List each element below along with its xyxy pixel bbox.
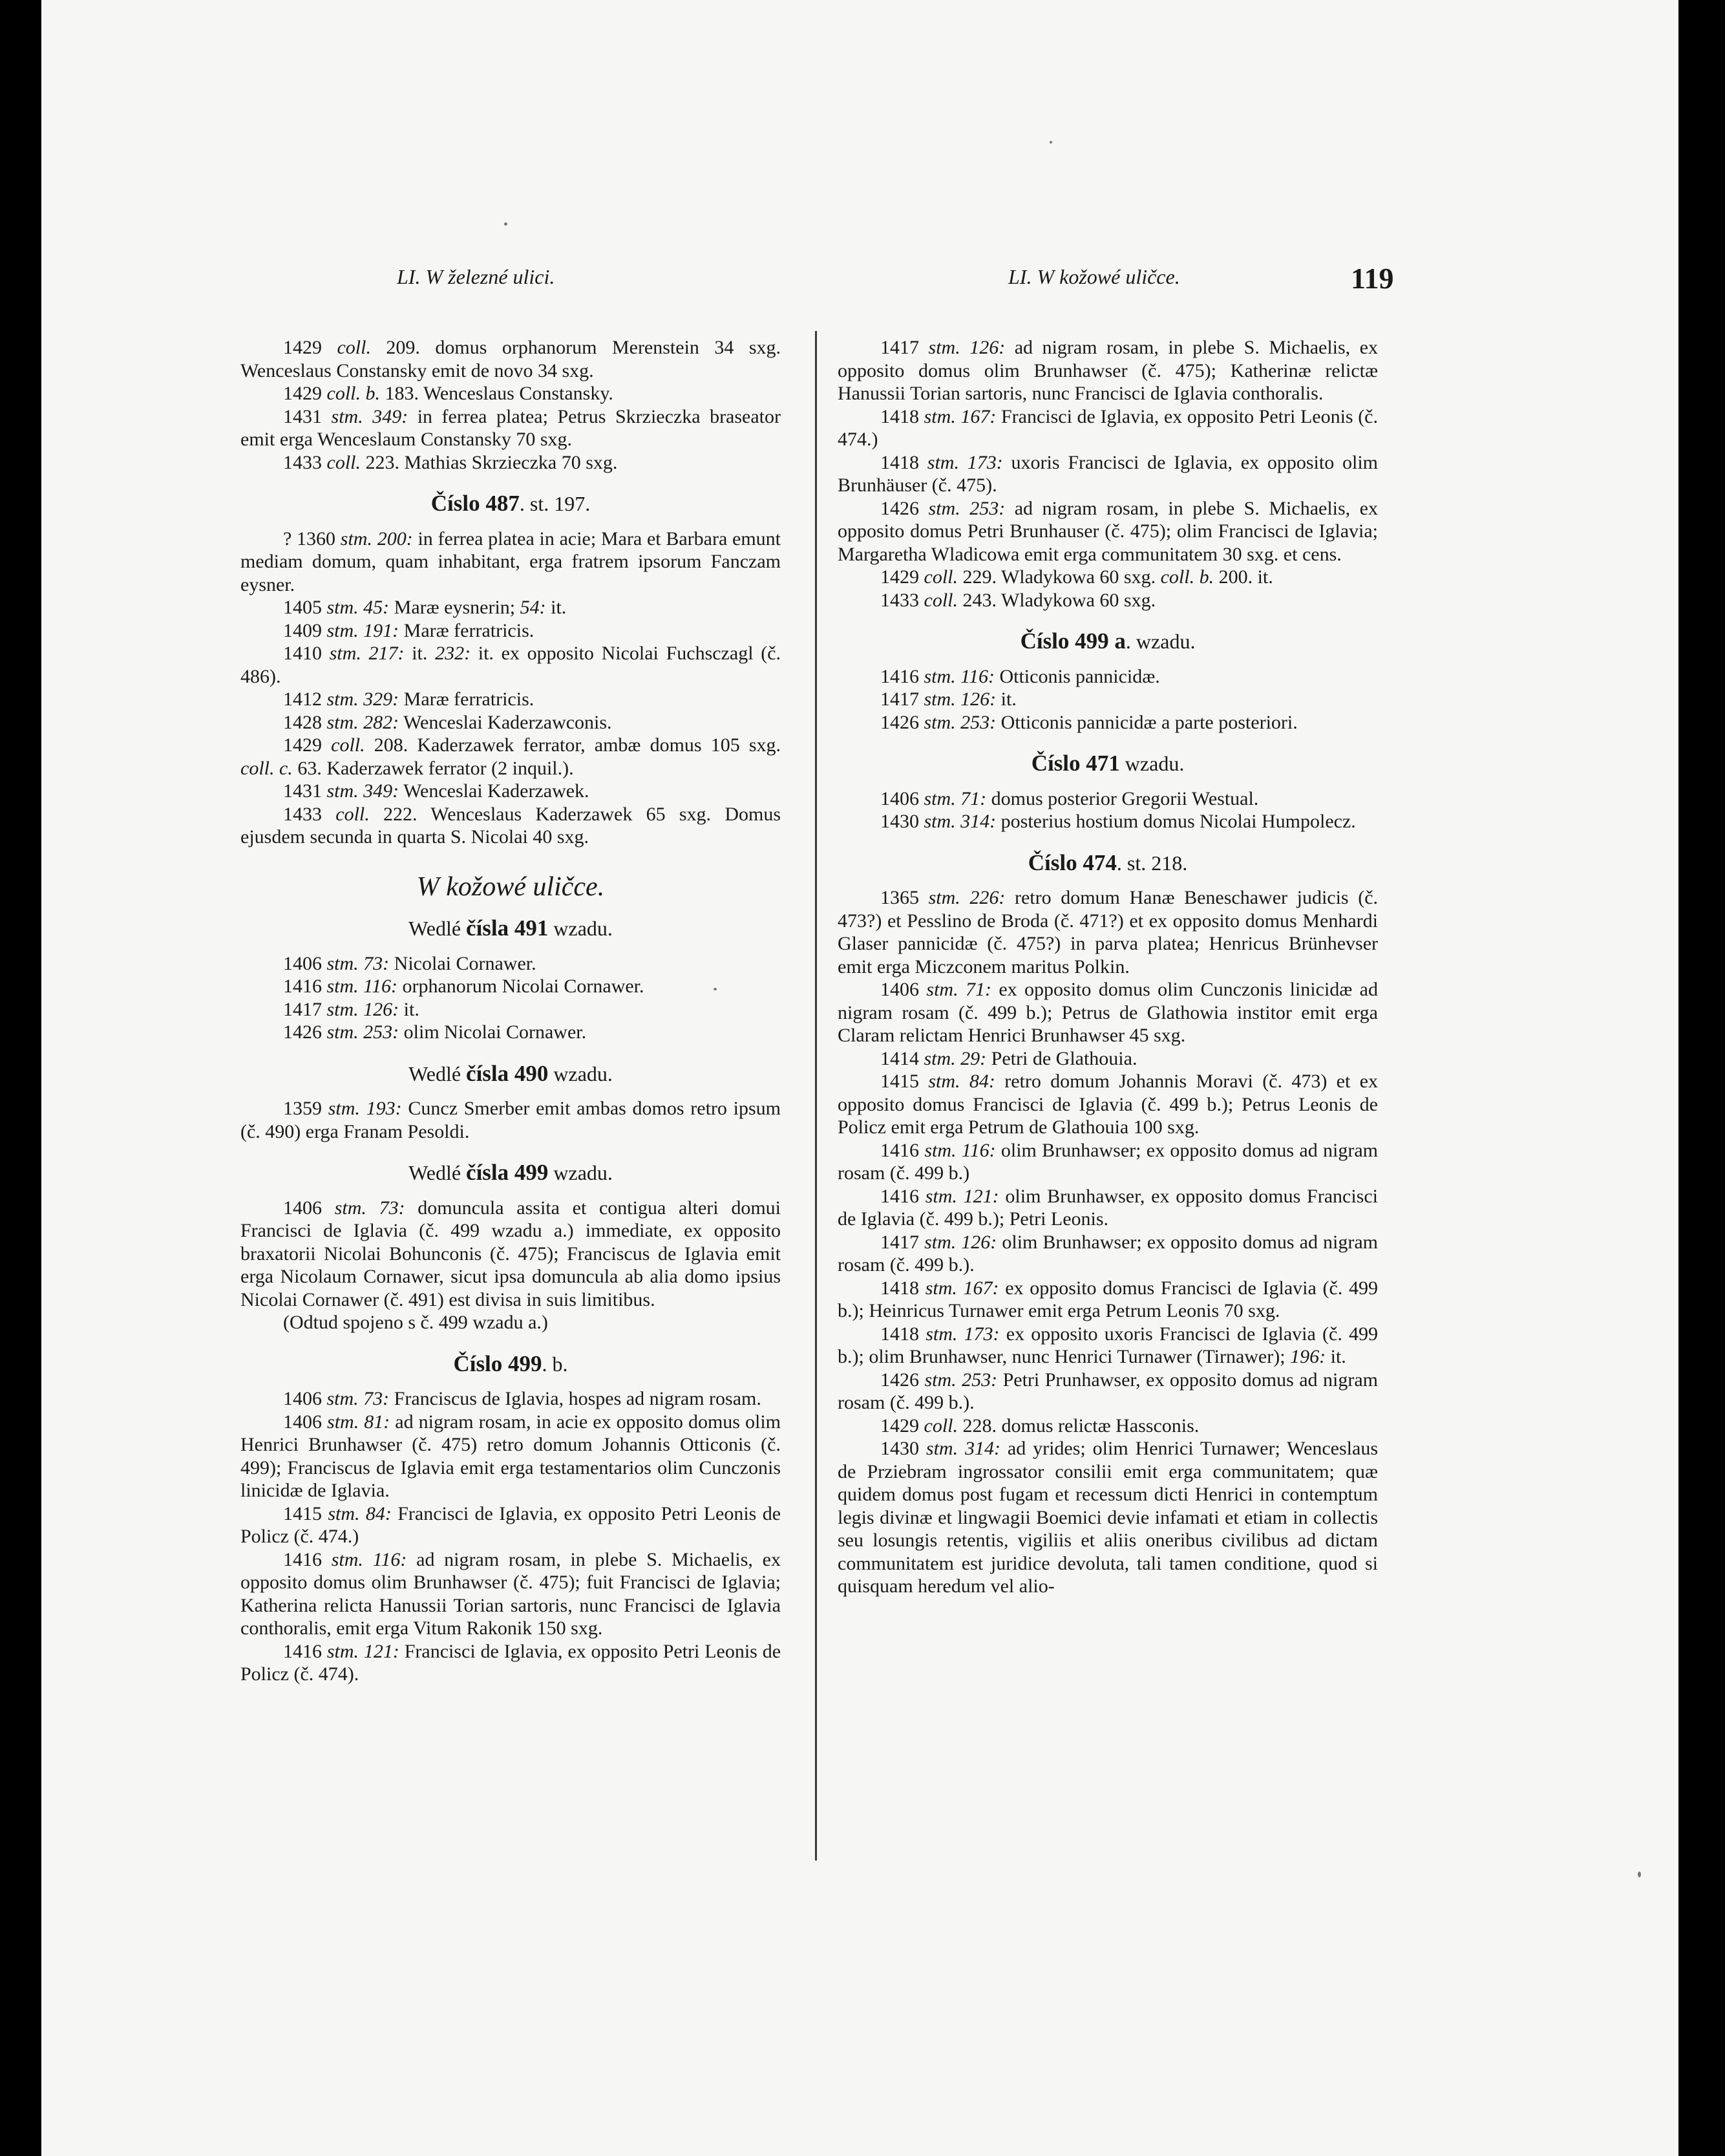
entry-text: Wenceslai Kaderzawek. bbox=[399, 780, 589, 802]
entry-paragraph bbox=[240, 1502, 781, 1548]
entry-text: 1416 bbox=[880, 1139, 925, 1161]
entry-paragraph bbox=[838, 665, 1378, 688]
entry-text: it. bbox=[399, 998, 419, 1020]
entry-reference: stm. 126: bbox=[326, 998, 399, 1020]
entry-text: 1417 bbox=[880, 688, 924, 710]
entry-reference: coll. bbox=[337, 337, 371, 358]
entry-text: 1359 bbox=[283, 1098, 328, 1119]
entry-paragraph bbox=[838, 978, 1378, 1047]
entry-text: Maræ eysnerin; bbox=[389, 597, 520, 618]
entry-paragraph bbox=[838, 886, 1378, 978]
entry-paragraph bbox=[240, 975, 781, 998]
entry-text: 183. Wenceslaus Constansky. bbox=[380, 383, 613, 404]
entry-text: olim Brunhawser; ex opposito domus ad nigram rosam (č. 499 b.). bbox=[838, 1231, 1378, 1275]
entry-text: it. bbox=[545, 597, 567, 618]
entry-text: 1430 bbox=[880, 811, 924, 832]
scanned-page bbox=[41, 0, 1678, 2156]
heading-number: čísla 499 bbox=[466, 1160, 549, 1185]
entry-paragraph bbox=[838, 1323, 1378, 1369]
entry-text: 1406 bbox=[283, 952, 327, 974]
entry-text: it. bbox=[996, 688, 1017, 710]
entry-text: 1433 bbox=[880, 589, 924, 611]
entry-text: 1429 bbox=[283, 383, 327, 404]
entry-reference: 196: bbox=[1290, 1346, 1326, 1367]
print-speck bbox=[1050, 141, 1052, 144]
entry-text: in ferrea platea in acie; Mara et Barbara emunt mediam domum, quam inhabitant, erga fratrem ipsorum Fanczam eysner. bbox=[240, 528, 781, 595]
entry-reference: stm. 126: bbox=[924, 1231, 997, 1253]
running-header-left: LI. W železné ulici. bbox=[397, 265, 555, 288]
entry-reference: stm. 121: bbox=[925, 1185, 999, 1207]
entry-reference: stm. 314: bbox=[926, 1438, 1000, 1459]
entry-reference: stm. 126: bbox=[928, 337, 1006, 358]
entry-text: Petri de Glathouia. bbox=[986, 1047, 1138, 1069]
heading-suffix: . st. 218. bbox=[1116, 851, 1188, 875]
entry-reference: 54: bbox=[520, 597, 546, 618]
entry-text: Otticonis pannicidæ. bbox=[994, 665, 1160, 687]
entry-text: 1416 bbox=[283, 976, 327, 997]
entry-text: Franciscus de Iglavia, hospes ad nigram rosam. bbox=[389, 1388, 761, 1409]
entry-reference: stm. 282: bbox=[326, 711, 399, 733]
heading-prefix: Wedlé bbox=[408, 917, 467, 940]
entry-reference: stm. 349: bbox=[326, 780, 399, 802]
entry-text: 1414 bbox=[880, 1047, 924, 1069]
entry-text: 1365 bbox=[880, 887, 929, 908]
entry-reference: stm. 226: bbox=[928, 887, 1006, 908]
entry-paragraph bbox=[838, 405, 1378, 451]
entry-paragraph bbox=[838, 787, 1378, 811]
heading-suffix: wzadu. bbox=[548, 917, 613, 940]
page-number: 119 bbox=[1351, 262, 1394, 295]
entry-reference: stm. 329: bbox=[326, 688, 399, 710]
entry-text: 1416 bbox=[880, 1185, 926, 1207]
entry-text: 243. Wladykowa 60 sxg. bbox=[958, 589, 1156, 611]
entry-reference: stm. 116: bbox=[326, 976, 397, 997]
entry-paragraph bbox=[240, 405, 781, 451]
print-speck bbox=[714, 988, 717, 990]
entry-text: olim Nicolai Cornawer. bbox=[399, 1021, 587, 1043]
heading-number: čísla 490 bbox=[466, 1060, 549, 1086]
entry-text: ad nigram rosam, in plebe S. Michaelis, ex opposito domus olim Brunhawser (č. 475); fuit Francisci de Iglavia; Katherina relicta Hanussii Torian sartoris, nunc Francisci de Iglavia conthoralis, emit erga Vitum Rakonik 150 sxg. bbox=[240, 1548, 781, 1639]
entry-text: 1429 bbox=[283, 337, 337, 358]
entry-reference: stm. 81: bbox=[327, 1411, 390, 1433]
entry-text: 1428 bbox=[283, 711, 327, 733]
heading-prefix: Wedlé bbox=[408, 1062, 467, 1085]
heading-suffix: wzadu. bbox=[548, 1062, 613, 1085]
entry-text: 1417 bbox=[880, 337, 929, 358]
entry-text: 1418 bbox=[880, 405, 924, 427]
entry-text: 1430 bbox=[880, 1438, 926, 1459]
entry-text: 1409 bbox=[283, 619, 327, 641]
entry-reference: stm. 173: bbox=[926, 1323, 1000, 1345]
entry-paragraph bbox=[838, 1369, 1378, 1414]
entry-reference: coll. bbox=[924, 589, 958, 611]
entry-paragraph bbox=[838, 589, 1378, 612]
entry-reference: stm. 217: bbox=[329, 643, 405, 664]
entry-reference: coll. bbox=[924, 566, 958, 588]
running-header-right: LI. W kožowé uličce. bbox=[1008, 265, 1180, 288]
entry-paragraph bbox=[838, 1139, 1378, 1185]
entry-text: in ferrea platea; Petrus Skrzieczka braseator emit erga Wenceslaum Constansky 70 sxg. bbox=[240, 405, 781, 450]
entry-text: olim Brunhawser; ex opposito domus ad nigram rosam (č. 499 b.) bbox=[838, 1139, 1378, 1184]
entry-text: 208. Kaderzawek ferrator, ambæ domus 105 sxg. bbox=[365, 734, 781, 756]
house-heading bbox=[240, 1352, 781, 1376]
entry-text: ad yrides; olim Henrici Turnawer; Wenceslaus de Prziebram ingrossator consilii emit erga communitatem; quæ quidem domus post fugam et recessum dicti Henrici in contemptum legis divinæ et lingwagii Boemici devie infamati et etiam in collectis seu losungis retentis, vigiliis et aliis oneribus civilibus ad dictam communitatem est juridice devoluta, tali tamen conditione, quod si quisquam heredum vel alio- bbox=[838, 1438, 1378, 1597]
entry-reference: stm. 253: bbox=[924, 711, 997, 733]
entry-text: 1426 bbox=[880, 497, 929, 519]
entry-reference: stm. 126: bbox=[924, 688, 997, 710]
heading-number: čísla 491 bbox=[466, 915, 549, 941]
section-title: W kožowé uličce. bbox=[416, 871, 605, 902]
entry-text: retro domum Johannis Moravi (č. 473) et ex opposito domus Francisci de Iglavia (č. 499 b.); Petrus Leonis de Policz emit erga Petrum de Glathouia 100 sxg. bbox=[838, 1071, 1378, 1138]
entry-reference: stm. 71: bbox=[924, 787, 987, 809]
right-column bbox=[838, 336, 1378, 1598]
entry-text: 209. domus orphanorum Merenstein 34 sxg. Wenceslaus Constansky emit de novo 34 sxg. bbox=[240, 337, 781, 381]
house-heading bbox=[240, 1161, 781, 1185]
entry-text: olim Brunhawser, ex opposito domus Francisci de Iglavia (č. 499 b.); Petri Leonis. bbox=[838, 1185, 1378, 1230]
heading-number: Číslo 474 bbox=[1028, 849, 1117, 875]
entry-paragraph bbox=[240, 619, 781, 643]
entry-text: 1406 bbox=[283, 1388, 327, 1409]
entry-paragraph bbox=[240, 642, 781, 688]
entry-text: 1406 bbox=[880, 979, 927, 1000]
entry-text: 1412 bbox=[283, 688, 327, 710]
entry-reference: stm. 314: bbox=[924, 811, 997, 832]
entry-text: it. bbox=[1326, 1346, 1346, 1367]
entry-reference: stm. 71: bbox=[926, 979, 991, 1000]
heading-suffix: . b. bbox=[542, 1352, 568, 1376]
entry-text: Petri Prunhawser, ex opposito domus ad nigram rosam (č. 499 b.). bbox=[838, 1369, 1378, 1413]
entry-paragraph bbox=[240, 1021, 781, 1044]
entry-reference: coll. bbox=[331, 734, 365, 756]
house-heading bbox=[240, 492, 781, 516]
entry-paragraph bbox=[240, 688, 781, 711]
entry-reference: stm. 167: bbox=[924, 405, 997, 427]
heading-suffix: . st. 197. bbox=[519, 492, 591, 515]
entry-paragraph bbox=[240, 1387, 781, 1411]
entry-paragraph bbox=[838, 688, 1378, 711]
entry-text: ad nigram rosam, in acie ex opposito domus olim Henrici Brunhawser (č. 475) retro domum Johannis Otticonis (č. 499); Franciscus de Iglavia emit erga testamentarios olim Cunczonis linicidæ de Iglavia. bbox=[240, 1411, 781, 1501]
entry-paragraph bbox=[838, 1277, 1378, 1323]
entry-text: 1426 bbox=[880, 1369, 925, 1391]
entry-text: domuncula assita et contigua alteri domui Francisci de Iglavia (č. 499 wzadu a.) immediate, ex opposito braxatorii Nicolai Bohunconis (č. 475); Franciscus de Iglavia emit erga Nicolaum Cornawer, sicut ipsa domuncula ab alia domo ipsius Nicolai Cornawer (č. 491) est divisa in suis limitibus. bbox=[240, 1197, 781, 1310]
entry-text: Nicolai Cornawer. bbox=[389, 952, 536, 974]
entry-reference: coll. b. bbox=[1160, 566, 1214, 588]
entry-paragraph bbox=[240, 1097, 781, 1143]
entry-paragraph bbox=[838, 336, 1378, 405]
entry-reference: stm. 84: bbox=[328, 1502, 392, 1524]
entry-text: 1433 bbox=[283, 803, 336, 825]
house-heading bbox=[838, 630, 1378, 654]
entry-text: ex opposito domus olim Cunczonis linicidæ ad nigram rosam (č. 499 b.); Petrus de Glathowia institor emit erga Claram relictam Henrici Brunhawser 45 sxg. bbox=[838, 979, 1378, 1046]
entry-reference: stm. 121: bbox=[326, 1640, 399, 1662]
entry-paragraph bbox=[240, 336, 781, 382]
entry-paragraph bbox=[838, 566, 1378, 589]
entry-text: 1418 bbox=[880, 451, 927, 473]
entry-paragraph bbox=[240, 952, 781, 976]
entry-reference: stm. 253: bbox=[326, 1021, 399, 1043]
entry-paragraph bbox=[838, 497, 1378, 566]
entry-text: 1426 bbox=[880, 711, 924, 733]
entry-text: Francisci de Iglavia, ex opposito Petri Leonis de Policz (č. 474.) bbox=[240, 1502, 781, 1547]
entry-text: Otticonis pannicidæ a parte posteriori. bbox=[996, 711, 1298, 733]
entry-paragraph bbox=[838, 1414, 1378, 1438]
entry-reference: coll. b. bbox=[326, 383, 380, 404]
entry-text: domus posterior Gregorii Westual. bbox=[986, 787, 1259, 809]
entry-text: ex opposito domus Francisci de Iglavia (č. 499 b.); Heinricus Turnawer emit erga Petrum Leonis 70 sxg. bbox=[838, 1277, 1378, 1321]
entry-text: 1431 bbox=[283, 780, 327, 802]
entry-text: Francisci de Iglavia, ex opposito Petri Leonis de Policz (č. 474). bbox=[240, 1640, 781, 1685]
entry-reference: stm. 200: bbox=[340, 528, 413, 550]
heading-number: Číslo 499 a bbox=[1020, 628, 1126, 654]
entry-paragraph bbox=[240, 1411, 781, 1502]
entry-paragraph bbox=[240, 711, 781, 734]
entry-paragraph bbox=[240, 1197, 781, 1312]
entry-text: retro domum Hanæ Beneschawer judicis (č. 473?) et Pesslino de Broda (č. 471?) et ex opposito domus Menhardi Glaser pannicidæ (č. 475?) in parva platea; Henricus Brünhevser emit erga Miczconem maritus Polkin. bbox=[838, 887, 1379, 977]
heading-prefix: Wedlé bbox=[408, 1161, 467, 1184]
entry-reference: stm. 253: bbox=[928, 497, 1006, 519]
entry-text: posterius hostium domus Nicolai Humpolecz. bbox=[996, 811, 1356, 832]
entry-text: 1429 bbox=[880, 566, 924, 588]
entry-text: 229. Wladykowa 60 sxg. bbox=[958, 566, 1161, 588]
entry-text: Cuncz Smerber emit ambas domos retro ipsum (č. 490) erga Franam Pesoldi. bbox=[240, 1098, 781, 1142]
left-column bbox=[240, 336, 781, 1686]
entry-text: uxoris Francisci de Iglavia, ex opposito olim Brunhäuser (č. 475). bbox=[838, 451, 1378, 496]
entry-paragraph bbox=[240, 998, 781, 1021]
entry-reference: stm. 116: bbox=[331, 1548, 407, 1570]
entry-text: 1415 bbox=[283, 1502, 328, 1524]
entry-reference: stm. 191: bbox=[326, 619, 399, 641]
entry-text: it. bbox=[404, 643, 436, 664]
entry-text: 1406 bbox=[283, 1411, 328, 1433]
entry-text: 228. domus relictæ Hassconis. bbox=[958, 1414, 1200, 1436]
house-heading bbox=[838, 851, 1378, 875]
entry-paragraph bbox=[240, 1640, 781, 1686]
entry-text: ad nigram rosam, in plebe S. Michaelis, ex opposito domus Petri Brunhauser (č. 475); olim Francisci de Iglavia; Margaretha Wladicowa emit erga communitatem 30 sxg. et cens. bbox=[838, 497, 1378, 565]
heading-suffix: wzadu. bbox=[1119, 752, 1185, 775]
entry-paragraph bbox=[240, 1548, 781, 1640]
entry-paragraph bbox=[838, 1437, 1378, 1598]
entry-text: 1418 bbox=[880, 1323, 926, 1345]
house-heading bbox=[240, 1062, 781, 1086]
entry-reference: stm. 84: bbox=[928, 1071, 995, 1092]
heading-number: Číslo 487 bbox=[430, 491, 520, 516]
entry-reference: stm. 73: bbox=[326, 1388, 390, 1409]
entry-reference: stm. 116: bbox=[924, 1139, 996, 1161]
entry-paragraph bbox=[838, 1070, 1378, 1139]
entry-text: 63. Kaderzawek ferrator (2 inquil.). bbox=[292, 757, 574, 779]
entry-paragraph bbox=[240, 803, 781, 849]
entry-reference: stm. 116: bbox=[924, 665, 995, 687]
entry-reference: stm. 253: bbox=[924, 1369, 998, 1391]
entry-text: 1431 bbox=[283, 405, 332, 427]
entry-text: 1416 bbox=[880, 665, 924, 687]
entry-reference: stm. 73: bbox=[326, 952, 390, 974]
entry-reference: coll. bbox=[335, 803, 370, 825]
entry-paragraph bbox=[838, 1185, 1378, 1231]
column-divider bbox=[815, 331, 817, 1861]
entry-text: 1410 bbox=[283, 643, 330, 664]
entry-text: 1405 bbox=[283, 597, 327, 618]
entry-text: 223. Mathias Skrzieczka 70 sxg. bbox=[361, 451, 618, 473]
heading-suffix: . wzadu. bbox=[1125, 630, 1196, 653]
entry-reference: stm. 29: bbox=[924, 1047, 987, 1069]
entry-reference: stm. 349: bbox=[331, 405, 408, 427]
entry-text: 1417 bbox=[880, 1231, 925, 1253]
entry-text: 1429 bbox=[880, 1414, 924, 1436]
entry-text: Francisci de Iglavia, ex opposito Petri Leonis (č. 474.) bbox=[838, 405, 1378, 450]
entry-reference: stm. 73: bbox=[334, 1197, 405, 1219]
entry-reference: stm. 45: bbox=[326, 597, 390, 618]
house-heading bbox=[240, 917, 781, 941]
heading-number: Číslo 471 bbox=[1031, 751, 1120, 776]
entry-text: 1418 bbox=[880, 1277, 926, 1299]
entry-text: (Odtud spojeno s č. 499 wzadu a.) bbox=[283, 1312, 548, 1333]
entry-paragraph bbox=[240, 780, 781, 803]
heading-suffix: wzadu. bbox=[548, 1161, 613, 1184]
entry-reference: stm. 167: bbox=[925, 1277, 999, 1299]
entry-text: 1416 bbox=[283, 1548, 332, 1570]
entry-paragraph bbox=[240, 382, 781, 405]
entry-text: 1429 bbox=[283, 734, 332, 756]
entry-text: Maræ ferratricis. bbox=[399, 619, 534, 641]
entry-text: 1416 bbox=[283, 1640, 327, 1662]
entry-reference: coll. c. bbox=[240, 757, 293, 779]
entry-reference: coll. bbox=[924, 1414, 958, 1436]
entry-paragraph bbox=[838, 1047, 1378, 1071]
entry-reference: stm. 173: bbox=[927, 451, 1003, 473]
entry-text: orphanorum Nicolai Cornawer. bbox=[397, 976, 644, 997]
entry-paragraph bbox=[240, 528, 781, 597]
entry-reference: stm. 193: bbox=[328, 1098, 402, 1119]
entry-reference: coll. bbox=[326, 451, 361, 473]
entry-paragraph bbox=[838, 1231, 1378, 1277]
entry-text: 1426 bbox=[283, 1021, 327, 1043]
entry-text: 1415 bbox=[880, 1071, 929, 1092]
entry-text: 1433 bbox=[283, 451, 327, 473]
entry-text: ad nigram rosam, in plebe S. Michaelis, ex opposito domus olim Brunhawser (č. 475); Katherinæ relictæ Hanussii Torian sartoris, nunc Francisci de Iglavia conthoralis. bbox=[838, 337, 1378, 404]
print-speck bbox=[1638, 1872, 1641, 1877]
entry-text: ex opposito uxoris Francisci de Iglavia (č. 499 b.); olim Brunhawser, nunc Henrici Turnawer (Tirnawer); bbox=[838, 1323, 1378, 1367]
entry-text: Wenceslai Kaderzawconis. bbox=[399, 711, 612, 733]
entry-paragraph bbox=[240, 1311, 781, 1334]
entry-text: ? 1360 bbox=[283, 528, 341, 550]
entry-text: Maræ ferratricis. bbox=[399, 688, 534, 710]
entry-text: 222. Wenceslaus Kaderzawek 65 sxg. Domus ejusdem secunda in quarta S. Nicolai 40 sxg. bbox=[240, 803, 781, 848]
entry-paragraph bbox=[240, 451, 781, 475]
house-heading bbox=[838, 752, 1378, 776]
entry-paragraph bbox=[838, 711, 1378, 734]
entry-paragraph bbox=[838, 451, 1378, 497]
print-speck bbox=[504, 222, 507, 226]
entry-reference: 232: bbox=[435, 643, 471, 664]
entry-paragraph bbox=[838, 810, 1378, 833]
entry-text: it. ex opposito Nicolai Fuchsczagl (č. 486). bbox=[240, 643, 781, 687]
heading-number: Číslo 499 bbox=[453, 1350, 542, 1376]
entry-text: 200. it. bbox=[1214, 566, 1273, 588]
entry-paragraph bbox=[240, 734, 781, 780]
entry-paragraph bbox=[240, 596, 781, 619]
entry-text: 1406 bbox=[283, 1197, 335, 1219]
entry-text: 1417 bbox=[283, 998, 327, 1020]
entry-text: 1406 bbox=[880, 787, 924, 809]
